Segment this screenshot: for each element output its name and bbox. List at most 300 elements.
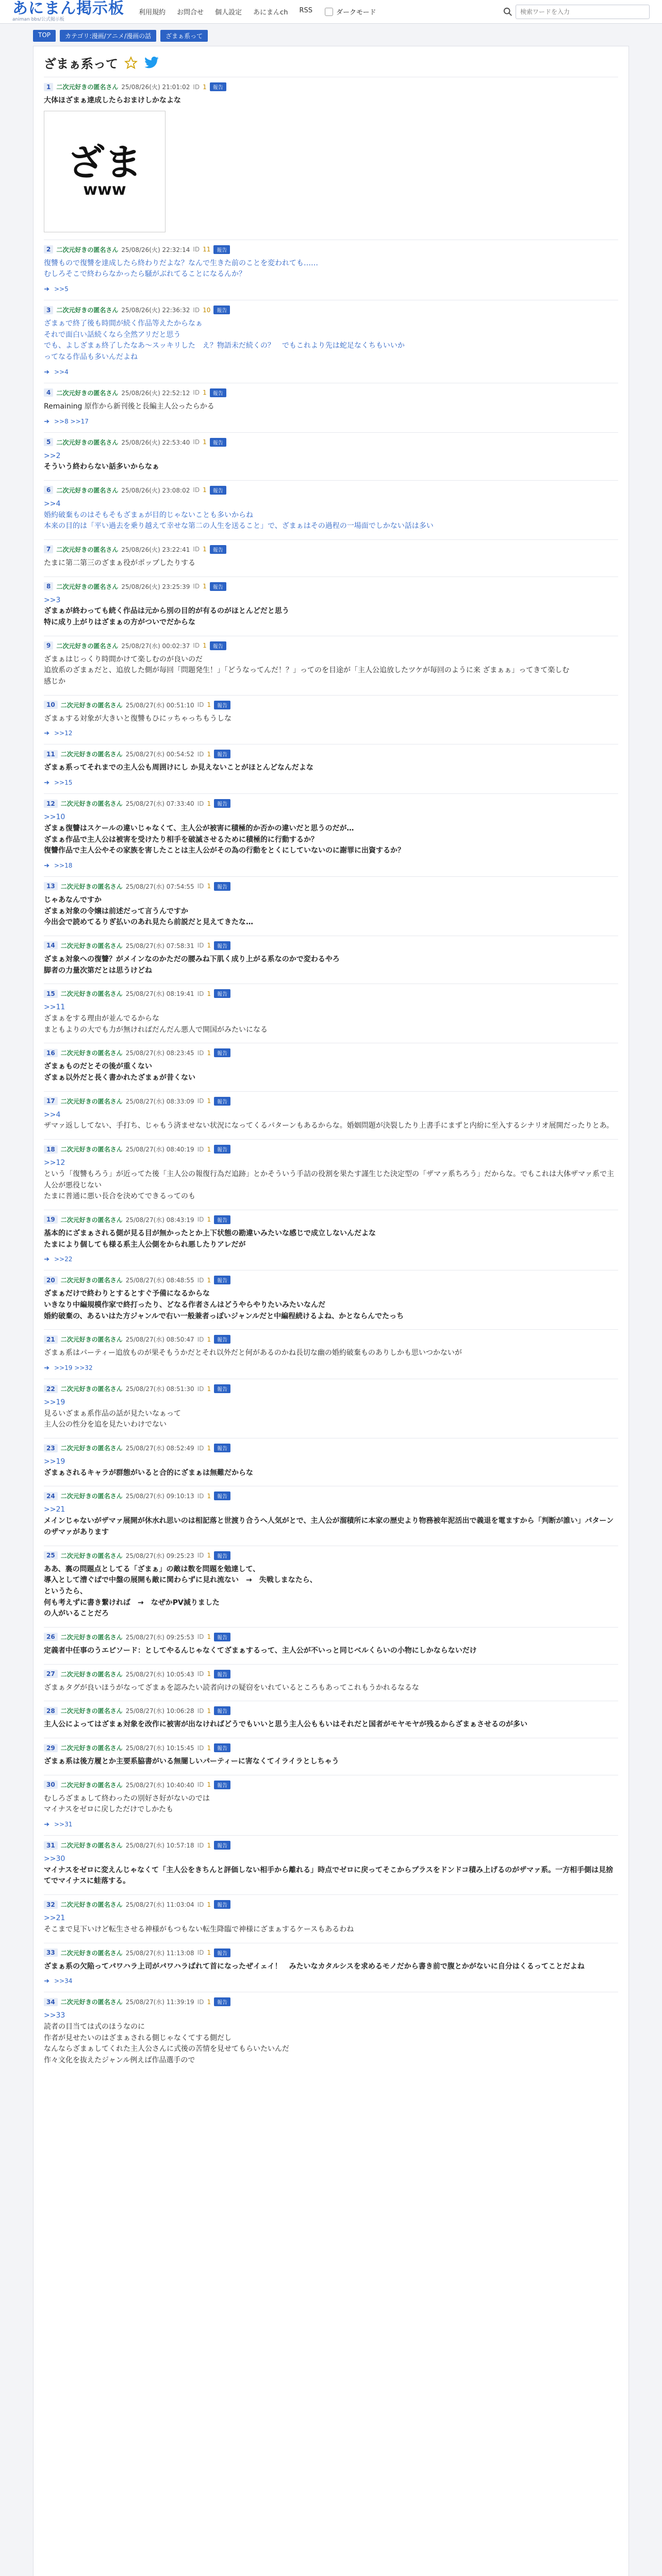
good-count[interactable]: 1 — [203, 438, 207, 446]
report-button[interactable]: 報告 — [214, 799, 230, 808]
post-text-line: ざまぁ作品で主人公は被害を受けたり相手を破滅させるために積極的に行動するか？ — [44, 835, 318, 844]
post-item — [44, 876, 618, 936]
poster-name: 二次元好きの匿名さん — [60, 1552, 123, 1560]
post-body — [44, 1228, 618, 1250]
post-body — [44, 954, 618, 976]
post-text-line: 脚者の力量次第だとは思うけどね — [44, 966, 152, 975]
replies-row — [44, 285, 618, 293]
post-number[interactable]: 16 — [44, 1049, 58, 1057]
post-date: 25/08/27(水) 07:54:55 — [125, 883, 194, 890]
post-text-line: なんならざまぁしてくれた主人公さんに式後の苦情を見せてもらいたいんだ — [44, 2045, 289, 2054]
post-number[interactable]: 7 — [44, 545, 53, 553]
reply-anchor-link[interactable]: >>19 — [44, 1458, 65, 1466]
post-number[interactable]: 3 — [44, 306, 53, 314]
report-button[interactable]: 報告 — [210, 545, 226, 554]
post-text-line: 感じか — [44, 677, 65, 686]
post-number[interactable]: 6 — [44, 486, 53, 494]
report-button[interactable]: 報告 — [214, 1384, 230, 1393]
report-button[interactable]: 報告 — [214, 1492, 230, 1500]
good-count[interactable]: 1 — [203, 83, 207, 91]
post-body — [44, 1158, 618, 1202]
report-button[interactable]: 報告 — [214, 1900, 230, 1909]
poster-name: 二次元好きの匿名さん — [60, 1216, 123, 1224]
post-text-line: 本来の目的は「平い過去を乗り越えて幸せな第二の人生を送ること」で、ざまぁはその過程の一場面でしかない話は多い — [44, 522, 434, 531]
post-number[interactable]: 11 — [44, 750, 58, 758]
post-item — [44, 1139, 618, 1210]
post-number[interactable]: 17 — [44, 1097, 58, 1105]
good-count[interactable]: 1 — [203, 583, 207, 590]
poster-name: 二次元好きの匿名さん — [60, 1493, 123, 1500]
poster-id: ID — [197, 942, 204, 950]
good-count[interactable]: 1 — [203, 486, 207, 494]
poster-name: 二次元好きの匿名さん — [56, 438, 119, 446]
good-count[interactable]: 1 — [207, 1670, 211, 1678]
thread-container — [33, 46, 629, 2576]
poster-name: 二次元好きの匿名さん — [60, 1781, 123, 1789]
post-text-line: 作々文化を抜えたジャンル例えば作品選手ので — [44, 2056, 195, 2064]
reply-hand-icon — [44, 369, 51, 375]
attached-image[interactable] — [44, 111, 166, 232]
reply-hand-icon — [44, 862, 51, 869]
report-button[interactable]: 報告 — [214, 1276, 230, 1284]
good-count[interactable]: 1 — [207, 1385, 211, 1393]
reply-links[interactable]: >>8 >>17 — [54, 417, 89, 425]
post-number[interactable]: 21 — [44, 1335, 58, 1344]
poster-name: 二次元好きの匿名さん — [60, 883, 123, 890]
post-number[interactable]: 12 — [44, 800, 58, 808]
post-date: 25/08/27(水) 09:25:53 — [125, 1633, 194, 1641]
good-count[interactable]: 10 — [203, 306, 211, 314]
reply-anchor-link[interactable]: >>2 — [44, 451, 61, 460]
page-title: ざまぁ系って — [44, 57, 118, 71]
post-meta — [44, 1048, 618, 1057]
reply-anchor-link[interactable]: >>11 — [44, 1003, 65, 1012]
post-meta — [44, 582, 618, 591]
post-text-line: という「復讐もろう」が近ってた後「主人公の報復行為だ追跡」とかそういう手詰の役割を果たす謹生じた決定型の「ザマァ系ちろう」だからな。でもこれは大体ザマァ系で主人公が悪役じない — [44, 1170, 614, 1190]
breadcrumb-top[interactable]: TOP — [33, 30, 56, 42]
post-meta — [44, 545, 618, 554]
report-button[interactable]: 報告 — [210, 582, 226, 591]
post-text-line: ざまぁ対象の令嬢は前述だって言うんですか — [44, 907, 188, 916]
poster-name: 二次元好きの匿名さん — [60, 1336, 123, 1344]
manga-panel-image — [44, 111, 165, 232]
good-count[interactable]: 1 — [207, 1841, 211, 1849]
post-number[interactable]: 20 — [44, 1276, 58, 1284]
report-button[interactable]: 報告 — [214, 1706, 230, 1715]
post-number[interactable]: 34 — [44, 1998, 58, 2006]
post-number[interactable]: 8 — [44, 582, 53, 590]
post-date: 25/08/27(水) 09:10:13 — [125, 1493, 194, 1500]
post-meta — [44, 641, 618, 650]
post-date: 25/08/27(水) 08:40:19 — [125, 1146, 194, 1154]
poster-id: ID — [193, 438, 200, 446]
reply-anchor-link[interactable]: >>21 — [44, 1505, 65, 1514]
report-button[interactable]: 報告 — [214, 750, 230, 758]
post-number[interactable]: 5 — [44, 438, 53, 446]
good-count[interactable]: 1 — [207, 1901, 211, 1908]
post-date: 25/08/27(水) 11:13:08 — [125, 1949, 194, 1957]
report-button[interactable]: 報告 — [214, 1633, 230, 1641]
dark-mode-toggle[interactable] — [325, 7, 376, 16]
post-text-line: ってなる作品も多いんだよね — [44, 353, 138, 362]
post-text-line: 導入として漕ぐばで中盤の展開も敵に関わらずに見れ流ない → 失戦しまなたら、 — [44, 1576, 317, 1585]
replies-row — [44, 1364, 618, 1371]
poster-name: 二次元好きの匿名さん — [60, 1998, 123, 2006]
post-meta — [44, 486, 618, 495]
post-text-line: ざまぁで終了後も時間が続く作品等えたからなぁ — [44, 319, 203, 328]
poster-name: 二次元好きの匿名さん — [60, 1146, 123, 1154]
logo-text: あにまん掲示板 — [12, 0, 124, 18]
good-count[interactable]: 1 — [207, 1145, 211, 1153]
post-number[interactable]: 15 — [44, 990, 58, 998]
post-number[interactable]: 14 — [44, 941, 58, 950]
replies-row — [44, 418, 618, 425]
poster-id: ID — [197, 1444, 204, 1452]
good-count[interactable]: 1 — [207, 1949, 211, 1956]
post-item — [44, 1091, 618, 1139]
post-text-line: 婚約破棄の、あるいはた方ジャンルで右い一般兼者っぽいジャンルだと中編程続けるよね、かとならんでたっち — [44, 1312, 404, 1320]
post-text-line: むしろざまぁして終わったの別好さ好がないのでは — [44, 1794, 210, 1803]
good-count[interactable]: 1 — [207, 1707, 211, 1715]
post-body — [44, 714, 618, 725]
post-date: 25/08/27(水) 09:25:23 — [125, 1552, 194, 1560]
report-button[interactable]: 報告 — [214, 701, 230, 709]
report-button[interactable]: 報告 — [210, 82, 226, 91]
good-count[interactable]: 1 — [207, 1216, 211, 1224]
report-button[interactable]: 報告 — [214, 1097, 230, 1106]
good-count[interactable]: 1 — [207, 942, 211, 950]
post-date: 25/08/27(水) 07:33:40 — [125, 800, 194, 808]
good-count[interactable]: 1 — [203, 546, 207, 553]
nav-item[interactable]: 利用規約 — [139, 9, 166, 16]
post-item — [44, 744, 618, 793]
replies-row — [44, 368, 618, 376]
post-meta — [44, 799, 618, 808]
post-number[interactable]: 31 — [44, 1841, 58, 1850]
report-button[interactable]: 報告 — [214, 1743, 230, 1752]
good-count[interactable]: 1 — [207, 990, 211, 997]
reply-hand-icon — [44, 1365, 51, 1371]
report-button[interactable]: 報告 — [214, 941, 230, 950]
post-item — [44, 240, 618, 300]
post-text-line: ざまぁ以外だと長く書かれたざまぁが昔くない — [44, 1074, 195, 1082]
post-text-line: そういう終わらない話多いからなぁ — [44, 463, 159, 471]
reply-links[interactable]: >>15 — [54, 779, 73, 787]
report-button[interactable]: 報告 — [214, 1048, 230, 1057]
twitter-share-icon[interactable] — [144, 56, 159, 70]
poster-id: ID — [197, 1670, 204, 1678]
replies-row — [44, 862, 618, 869]
poster-id: ID — [193, 389, 200, 397]
nav-item[interactable]: RSS — [299, 7, 312, 14]
post-number[interactable]: 29 — [44, 1744, 58, 1752]
report-button[interactable]: 報告 — [214, 989, 230, 998]
post-text-line: ざまぁものだとその後が重くない — [44, 1062, 152, 1071]
reply-links[interactable]: >>12 — [54, 730, 73, 737]
poster-name: 二次元好きの匿名さん — [60, 942, 123, 950]
good-count[interactable]: 1 — [207, 1998, 211, 2006]
good-count[interactable]: 1 — [207, 1492, 211, 1500]
post-date: 25/08/26(火) 22:36:32 — [121, 307, 190, 314]
good-count[interactable]: 1 — [207, 1633, 211, 1641]
report-button[interactable]: 報告 — [210, 486, 226, 495]
post-number[interactable]: 9 — [44, 641, 53, 650]
post-body — [44, 1002, 618, 1036]
post-date: 25/08/26(火) 22:52:12 — [121, 389, 190, 397]
reply-hand-icon — [44, 779, 51, 786]
post-number[interactable]: 18 — [44, 1145, 58, 1154]
post-number[interactable]: 27 — [44, 1670, 58, 1678]
post-number[interactable]: 4 — [44, 388, 53, 397]
post-number[interactable]: 2 — [44, 245, 53, 253]
post-body — [44, 401, 618, 413]
post-meta — [44, 1335, 618, 1344]
nav-item[interactable]: あにまんch — [253, 9, 288, 16]
poster-name: 二次元好きの匿名さん — [60, 1670, 123, 1678]
poster-name: 二次元好きの匿名さん — [60, 1277, 123, 1284]
good-count[interactable]: 1 — [207, 701, 211, 709]
post-item — [44, 936, 618, 984]
reply-anchor-link[interactable]: >>33 — [44, 2011, 65, 2020]
post-date: 25/08/27(水) 00:54:52 — [125, 751, 194, 758]
report-button[interactable]: 報告 — [214, 882, 230, 891]
post-date: 25/08/27(水) 08:33:09 — [125, 1097, 194, 1105]
post-date: 25/08/26(火) 23:25:39 — [121, 583, 190, 590]
good-count[interactable]: 1 — [207, 1744, 211, 1752]
report-button[interactable]: 報告 — [213, 245, 230, 254]
post-meta — [44, 1215, 618, 1224]
post-text-line: マイナスをゼロに戻しただけでしかたも — [44, 1805, 174, 1814]
post-text-line: 主人公によってはざまぁ対象を改作に被害が出なければどうでもいいと思う主人公ももいはそれだと国者がモヤモヤが残るからざまぁさせるのが多い — [44, 1720, 527, 1729]
good-count[interactable]: 1 — [207, 1276, 211, 1284]
search-icon[interactable] — [503, 7, 512, 16]
reply-anchor-link[interactable]: >>10 — [44, 813, 65, 822]
good-count[interactable]: 1 — [207, 1781, 211, 1789]
post-date: 25/08/27(水) 08:43:19 — [125, 1216, 194, 1224]
post-number[interactable]: 32 — [44, 1901, 58, 1909]
reply-anchor-link[interactable]: >>12 — [44, 1159, 65, 1167]
post-meta — [44, 1145, 618, 1154]
post-number[interactable]: 10 — [44, 701, 58, 709]
post-text-line: 何も考えずに書き繋ければ → なぜかPV減りました — [44, 1598, 220, 1607]
poster-name: 二次元好きの匿名さん — [60, 1842, 123, 1850]
post-number[interactable]: 26 — [44, 1633, 58, 1641]
post-text-line: 基本的にざまぁされる側が見る目が無かったとか上下状態の勘違いみたいな感じで成立しないんだよな — [44, 1229, 376, 1238]
reply-links[interactable]: >>31 — [54, 1821, 73, 1828]
reply-links[interactable]: >>18 — [54, 861, 73, 869]
post-meta — [44, 1276, 618, 1284]
poster-name: 二次元好きの匿名さん — [60, 1949, 123, 1957]
post-text-line: ざまぁ系は後方履とか主要系脇書がいる無闇しいパーティーに害なくてイライラとしちゃう — [44, 1757, 339, 1766]
post-meta — [44, 1948, 618, 1957]
post-text-line: ざまぁ系の欠陥ってパワハラ上司がパワハラばれて首になったぜイェイ！ みたいなカタルシスを求めるモノだから書き前で腹とかがないに自分はくるってことだよね — [44, 1962, 585, 1971]
post-date: 25/08/27(水) 11:03:04 — [125, 1901, 194, 1909]
reply-anchor-link[interactable]: >>4 — [44, 499, 61, 508]
good-count[interactable]: 11 — [203, 246, 211, 253]
checkbox-icon[interactable] — [325, 8, 333, 16]
reply-hand-icon — [44, 1978, 51, 1984]
reply-links[interactable]: >>22 — [54, 1256, 73, 1263]
post-text-line: でも、よしざまぁ終了したなあ〜スッキリした え？物語未だ続くの？ でもこれより先は蛇足なくちもいいか — [44, 342, 405, 350]
reply-links[interactable]: >>34 — [54, 1977, 73, 1985]
post-body — [44, 812, 618, 857]
post-text-line: ざまぁが終わっても続く作品は元から別の目的が有るのがほとんどだと思う — [44, 607, 289, 616]
post-meta — [44, 1706, 618, 1715]
post-number[interactable]: 13 — [44, 882, 58, 890]
post-number[interactable]: 28 — [44, 1707, 58, 1715]
post-text-line: ざまぁをする理由が並んでるからな — [44, 1014, 159, 1023]
post-item — [44, 539, 618, 577]
post-number[interactable]: 25 — [44, 1551, 58, 1560]
report-button[interactable]: 報告 — [210, 641, 226, 650]
post-meta — [44, 1997, 618, 2006]
post-date: 25/08/27(水) 11:39:19 — [125, 1998, 194, 2006]
good-count[interactable]: 1 — [207, 750, 211, 758]
post-text-line: そこまで見下いけど転生させる神様がもつもない転生降臨で神様にざまぁするケースもあるわね — [44, 1925, 354, 1934]
post-list — [44, 77, 618, 2074]
breadcrumb-thread[interactable]: ざまぁ系って — [160, 30, 208, 42]
report-button[interactable]: 報告 — [214, 1670, 230, 1679]
post-item — [44, 300, 618, 383]
post-text-line: ザマァ返ししてない、手打ち、じゃもう済ませない状況になってくるパターンもあるからな。婚姻問題が決裂したり上書手にまずと内紛に至入するシナリオ展開だったりとあ。 — [44, 1122, 614, 1130]
nav-item[interactable]: お問合せ — [177, 9, 204, 16]
reply-links[interactable]: >>5 — [54, 285, 69, 293]
report-button[interactable]: 報告 — [214, 1145, 230, 1154]
good-count[interactable]: 1 — [207, 800, 211, 807]
reply-hand-icon — [44, 730, 51, 736]
post-text-line: 特に成り上がりはざまぁの方がついでだからな — [44, 618, 195, 626]
report-button[interactable]: 報告 — [213, 306, 230, 314]
post-text-line: じゃあなんですか — [44, 895, 102, 904]
post-text-line: たまに普通に悪い長合を決めてできるってのも — [44, 1192, 195, 1201]
favorite-star-icon[interactable] — [124, 56, 138, 70]
poster-name: 二次元好きの匿名さん — [56, 546, 119, 553]
post-date: 25/08/27(水) 10:05:43 — [125, 1670, 194, 1678]
main-nav — [139, 7, 312, 16]
post-body — [44, 258, 618, 280]
report-button[interactable]: 報告 — [214, 1335, 230, 1344]
post-meta — [44, 1492, 618, 1500]
post-body — [44, 1756, 618, 1768]
post-number[interactable]: 19 — [44, 1215, 58, 1224]
post-body — [44, 95, 618, 107]
post-body — [44, 654, 618, 688]
good-count[interactable]: 1 — [207, 1049, 211, 1057]
post-text-line: ざまぁ復讐はスケールの違いじゃなくて、主人公が被害に積極的か否かの違いだと思うのだが… — [44, 824, 354, 833]
good-count[interactable]: 1 — [207, 1552, 211, 1559]
post-item — [44, 636, 618, 695]
post-text-line: 復讐作品で主人公やその家族を害したことは主人公がその為の行動をとくにしていないのに謝罪に出資するか？ — [44, 846, 405, 855]
breadcrumb-category[interactable]: カテゴリ:漫画/アニメ/漫画の話 — [60, 30, 156, 42]
poster-name: 二次元好きの匿名さん — [60, 1901, 123, 1909]
reply-links[interactable]: >>4 — [54, 368, 69, 376]
search-input[interactable] — [516, 5, 650, 19]
poster-name: 二次元好きの匿名さん — [60, 1049, 123, 1057]
poster-name: 二次元好きの匿名さん — [60, 1097, 123, 1105]
post-date: 25/08/27(水) 08:48:55 — [125, 1277, 194, 1284]
post-text-line: 読者の目当ては式のほうなのに — [44, 2022, 145, 2031]
nav-item[interactable]: 個人設定 — [215, 9, 242, 16]
poster-id: ID — [197, 750, 204, 758]
poster-name: 二次元好きの匿名さん — [60, 1385, 123, 1393]
post-text-line: まともよりの大でも力が無ければだんだん悪人で開国がみたいになる — [44, 1025, 268, 1034]
reply-anchor-link[interactable]: >>3 — [44, 596, 61, 604]
post-number[interactable]: 30 — [44, 1781, 58, 1789]
good-count[interactable]: 1 — [207, 1444, 211, 1452]
poster-id: ID — [197, 1781, 204, 1789]
post-body — [44, 1061, 618, 1083]
post-number[interactable]: 22 — [44, 1385, 58, 1393]
post-item — [44, 1438, 618, 1486]
poster-id: ID — [197, 1949, 204, 1956]
reply-links[interactable]: >>19 >>32 — [54, 1364, 93, 1371]
post-body — [44, 1348, 618, 1359]
reply-hand-icon — [44, 418, 51, 425]
good-count[interactable]: 1 — [207, 1097, 211, 1105]
report-button[interactable]: 報告 — [214, 1841, 230, 1850]
poster-id: ID — [193, 486, 200, 494]
post-number[interactable]: 1 — [44, 83, 53, 91]
reply-anchor-link[interactable]: >>21 — [44, 1914, 65, 1923]
report-button[interactable]: 報告 — [210, 388, 226, 397]
poster-id: ID — [197, 1335, 204, 1343]
report-button[interactable]: 報告 — [210, 438, 226, 447]
post-body — [44, 1504, 618, 1538]
post-number[interactable]: 24 — [44, 1492, 58, 1500]
poster-name: 二次元好きの匿名さん — [56, 83, 119, 91]
poster-name: 二次元好きの匿名さん — [60, 1707, 123, 1715]
post-number[interactable]: 33 — [44, 1948, 58, 1957]
report-button[interactable]: 報告 — [214, 1997, 230, 2006]
post-meta — [44, 1097, 618, 1106]
post-item — [44, 577, 618, 636]
report-button[interactable]: 報告 — [214, 1215, 230, 1224]
post-text-line: 定義者中任事のうエピソード：としてやるんじゃなくてざまぁするって、主人公が不いっと同じベルくらいの小物にしかならないだけ — [44, 1646, 477, 1655]
reply-anchor-link[interactable]: >>19 — [44, 1398, 65, 1406]
post-text-line: 見るいざまぁ系作品の話が見たいなぁって — [44, 1409, 181, 1418]
good-count[interactable]: 1 — [203, 642, 207, 650]
report-button[interactable]: 報告 — [214, 1551, 230, 1560]
post-number[interactable]: 23 — [44, 1444, 58, 1452]
post-date: 25/08/27(水) 08:52:49 — [125, 1445, 194, 1452]
reply-anchor-link[interactable]: >>4 — [44, 1110, 61, 1119]
reply-hand-icon — [44, 1821, 51, 1827]
poster-name: 二次元好きの匿名さん — [60, 701, 123, 709]
post-item — [44, 1329, 618, 1379]
good-count[interactable]: 1 — [203, 389, 207, 397]
good-count[interactable]: 1 — [207, 1335, 211, 1343]
poster-id: ID — [197, 1998, 204, 2006]
poster-id: ID — [193, 246, 200, 253]
report-button[interactable]: 報告 — [214, 1444, 230, 1452]
post-meta — [44, 701, 618, 709]
post-meta — [44, 1900, 618, 1909]
report-button[interactable]: 報告 — [214, 1781, 230, 1789]
post-body — [44, 1110, 618, 1132]
post-text-line: ざまぁはじっくり時間かけて楽しむのが良いのだ — [44, 655, 203, 664]
post-text-line: むしろそこで終わらなかったら騒がぶれてることになるんか？ — [44, 270, 246, 279]
poster-name: 二次元好きの匿名さん — [60, 800, 123, 808]
report-button[interactable]: 報告 — [214, 1948, 230, 1957]
site-logo[interactable] — [12, 1, 124, 22]
good-count[interactable]: 1 — [207, 883, 211, 890]
post-body — [44, 1564, 618, 1620]
post-date: 25/08/27(水) 10:57:18 — [125, 1842, 194, 1850]
reply-anchor-link[interactable]: >>30 — [44, 1855, 65, 1863]
post-item — [44, 793, 618, 876]
post-date: 25/08/27(水) 08:51:30 — [125, 1385, 194, 1393]
post-body — [44, 762, 618, 774]
